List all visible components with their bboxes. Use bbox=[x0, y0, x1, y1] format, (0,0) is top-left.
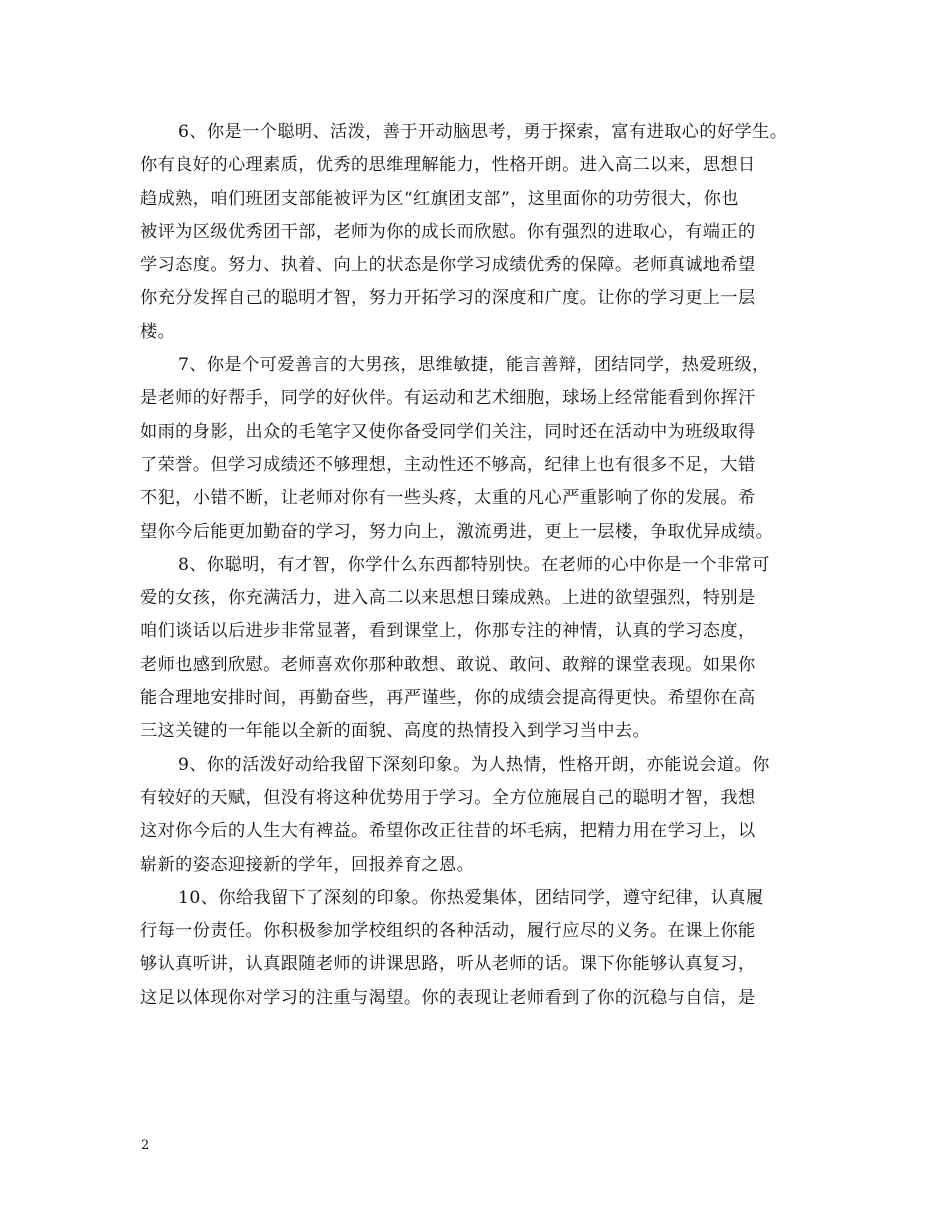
text-line: 行每一份责任。你积极参加学校组织的各种活动，履行应尽的义务。在课上你能 bbox=[140, 921, 756, 942]
paragraph-10 bbox=[140, 882, 816, 1015]
text-line: 8、你聪明，有才智，你学什么东西都特别快。在老师的心中你是一个非常可 bbox=[178, 554, 770, 575]
text-line: 望你今后能更加勤奋的学习，努力向上，激流勇进，更上一层楼，争取优异成绩。 bbox=[140, 521, 774, 542]
text-line: 这足以体现你对学习的注重与渴望。你的表现让老师看到了你的沉稳与自信，是 bbox=[140, 987, 756, 1008]
text-line: 有较好的天赋，但没有将这种优势用于学习。全方位施展自己的聪明才智，我想 bbox=[140, 787, 756, 808]
paragraph-9 bbox=[140, 749, 816, 882]
text-line: 你有良好的心理素质，优秀的思维理解能力，性格开朗。进入高二以来，思想日 bbox=[140, 155, 756, 176]
text-line: 了荣誉。但学习成绩还不够理想，主动性还不够高，纪律上也有很多不足，大错 bbox=[140, 454, 756, 475]
text-line: 10、你给我留下了深刻的印象。你热爱集体，团结同学，遵守纪律，认真履 bbox=[178, 887, 764, 908]
text-line: 楼。 bbox=[140, 321, 176, 342]
text-line: 学习态度。努力、执着、向上的状态是你学习成绩优秀的保障。老师真诚地希望 bbox=[140, 255, 756, 276]
text-line: 趋成熟，咱们班团支部能被评为区“红旗团支部”，这里面你的功劳很大，你也 bbox=[140, 188, 739, 209]
text-line: 是老师的好帮手，同学的好伙伴。有运动和艺术细胞，球场上经常能看到你挥汗 bbox=[140, 388, 756, 409]
text-line: 爱的女孩，你充满活力，进入高二以来思想日臻成熟。上进的欲望强烈，特别是 bbox=[140, 588, 756, 609]
text-line: 如雨的身影，出众的毛笔字又使你备受同学们关注，同时还在活动中为班级取得 bbox=[140, 421, 756, 442]
text-line: 三这关键的一年能以全新的面貌、高度的热情投入到学习当中去。 bbox=[140, 721, 651, 742]
paragraph-6 bbox=[140, 116, 816, 349]
body-text bbox=[140, 116, 816, 1015]
text-line: 你充分发挥自己的聪明才智，努力开拓学习的深度和广度。让你的学习更上一层 bbox=[140, 288, 756, 309]
text-line: 能合理地安排时间，再勤奋些，再严谨些，你的成绩会提高得更快。希望你在高 bbox=[140, 688, 756, 709]
paragraph-7 bbox=[140, 349, 816, 549]
paragraph-8 bbox=[140, 549, 816, 749]
text-line: 被评为区级优秀团干部，老师为你的成长而欣慰。你有强烈的进取心，有端正的 bbox=[140, 221, 756, 242]
text-line: 不犯，小错不断，让老师对你有一些头疼，太重的凡心严重影响了你的发展。希 bbox=[140, 488, 756, 509]
text-line: 9、你的活泼好动给我留下深刻印象。为人热情，性格开朗，亦能说会道。你 bbox=[178, 754, 770, 775]
text-line: 7、你是个可爱善言的大男孩，思维敏捷，能言善辩，团结同学，热爱班级， bbox=[178, 355, 770, 376]
text-line: 老师也感到欣慰。老师喜欢你那种敢想、敢说、敢问、敢辩的课堂表现。如果你 bbox=[140, 654, 756, 675]
text-line: 这对你今后的人生大有裨益。希望你改正往昔的坏毛病，把精力用在学习上，以 bbox=[140, 821, 756, 842]
text-line: 崭新的姿态迎接新的学年，回报养育之恩。 bbox=[140, 854, 475, 875]
page-number: 2 bbox=[141, 1138, 150, 1153]
text-line: 咱们谈话以后进步非常显著，看到课堂上，你那专注的神情，认真的学习态度， bbox=[140, 621, 756, 642]
text-line: 6、你是一个聪明、活泼，善于开动脑思考，勇于探索，富有进取心的好学生。 bbox=[178, 122, 788, 142]
text-line: 够认真听讲，认真跟随老师的讲课思路，听从老师的话。课下你能够认真复习， bbox=[140, 954, 756, 975]
